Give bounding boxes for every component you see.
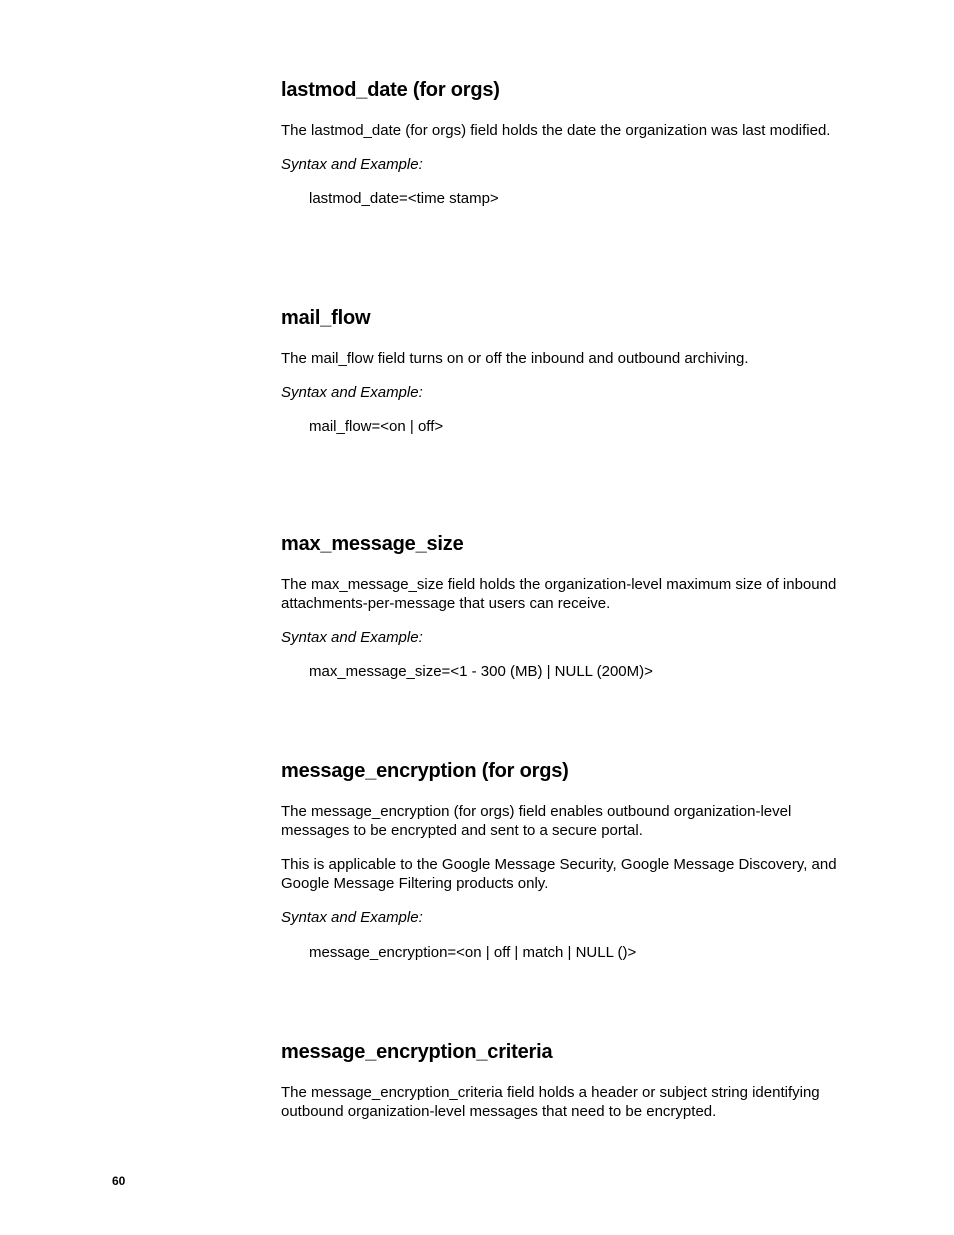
section-lastmod-date xyxy=(281,78,846,208)
syntax-label: Syntax and Example: xyxy=(281,629,423,646)
description-paragraph: This is applicable to the Google Message Security, Google Message Discovery, and Google Message Filtering products only. xyxy=(281,856,837,892)
syntax-label: Syntax and Example: xyxy=(281,156,423,173)
description-paragraph: The max_message_size field holds the organization-level maximum size of inbound attachments-per-message that users can receive. xyxy=(281,576,837,612)
syntax-label: Syntax and Example: xyxy=(281,909,423,926)
syntax-example: max_message_size=<1 - 300 (MB) | NULL (200M)> xyxy=(309,663,653,680)
section-heading: lastmod_date (for orgs) xyxy=(281,79,500,101)
description-paragraph: The lastmod_date (for orgs) field holds the date the organization was last modified. xyxy=(281,122,831,139)
syntax-example: message_encryption=<on | off | match | NULL ()> xyxy=(309,944,637,961)
section-message-encryption-criteria xyxy=(281,1040,846,1121)
description-paragraph: The mail_flow field turns on or off the inbound and outbound archiving. xyxy=(281,350,749,367)
description-paragraph: The message_encryption_criteria field holds a header or subject string identifying outbound organization-level messages that need to be encrypted. xyxy=(281,1084,820,1120)
syntax-label: Syntax and Example: xyxy=(281,384,423,401)
section-heading: message_encryption (for orgs) xyxy=(281,760,569,782)
section-max-message-size xyxy=(281,532,846,681)
description-paragraph: The message_encryption (for orgs) field enables outbound organization-level messages to be encrypted and sent to a secure portal. xyxy=(281,803,792,839)
section-heading: max_message_size xyxy=(281,533,464,555)
section-heading: message_encryption_criteria xyxy=(281,1041,553,1063)
syntax-example: mail_flow=<on | off> xyxy=(309,418,444,435)
page-number: 60 xyxy=(112,1174,126,1188)
syntax-example: lastmod_date=<time stamp> xyxy=(309,190,499,207)
section-heading: mail_flow xyxy=(281,307,371,329)
section-message-encryption xyxy=(281,759,846,962)
section-mail-flow xyxy=(281,306,846,436)
